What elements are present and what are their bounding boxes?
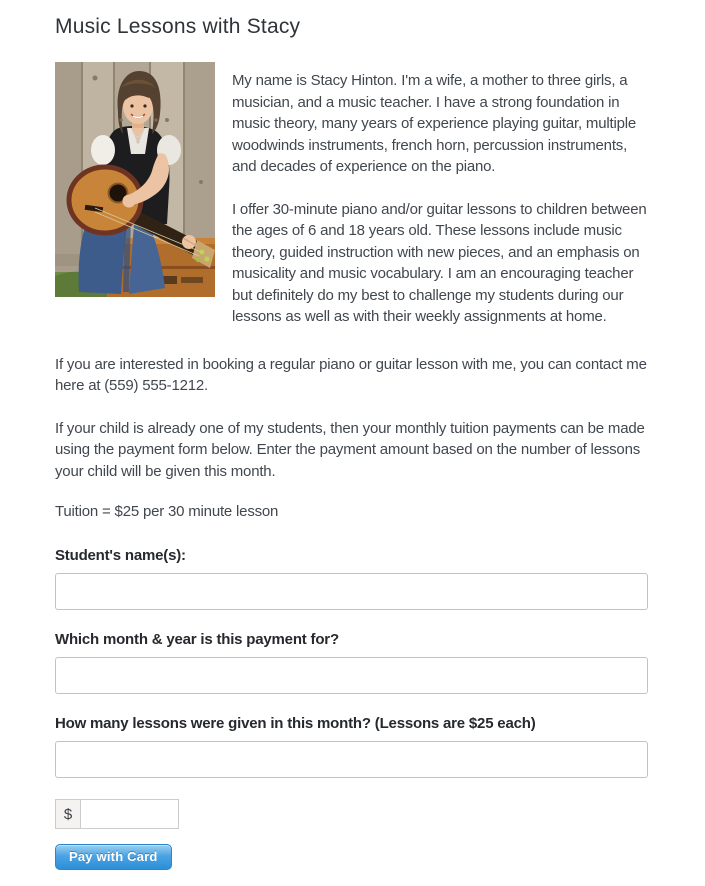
lesson-count-label: How many lessons were given in this month? (Lessons are $25 each) [55, 715, 536, 732]
stacy-photo-illustration [55, 62, 215, 297]
contact-paragraph: If you are interested in booking a regular piano or guitar lesson with me, you can contact me here at (559) 555-1212. [55, 355, 647, 394]
dollar-sign-prefix: $ [55, 799, 80, 829]
student-name-label: Student's name(s): [55, 547, 186, 564]
month-year-label: Which month & year is this payment for? [55, 631, 339, 648]
lesson-count-input[interactable] [55, 741, 648, 778]
lesson-count-field-group [55, 715, 648, 778]
student-name-input[interactable] [55, 573, 648, 610]
payment-info-paragraph: If your child is already one of my students, then your monthly tuition payments can be made using the payment form below. Enter the payment amount based on the number of lessons your child will be given this month. [55, 419, 645, 480]
pay-with-card-button[interactable]: Pay with Card [55, 844, 172, 870]
bio-text [232, 62, 648, 328]
amount-input[interactable] [80, 799, 179, 829]
month-year-field-group [55, 631, 648, 694]
hero-section [55, 62, 648, 328]
stacy-photo [55, 62, 215, 297]
student-name-field-group [55, 547, 648, 610]
tuition-line: Tuition = $25 per 30 minute lesson [55, 503, 279, 520]
bio-paragraph-1: My name is Stacy Hinton. I'm a wife, a mother to three girls, a musician, and a music teacher. I have a strong foundation in music theory, many years of experience playing guitar, multiple woodwinds instruments, french horn, percussion instruments, and decades of experience on the piano. [232, 72, 636, 175]
amount-group [55, 799, 648, 829]
bio-paragraph-2: I offer 30-minute piano and/or guitar lessons to children between the ages of 6 and 18 years old. These lessons include music theory, guided instruction with new pieces, and an emphasis on musicality and music vocabulary. I am an encouraging teacher but definitely do my best to challenge my students during our lessons as well as with their weekly assignments at home. [232, 200, 647, 325]
info-section [55, 354, 648, 521]
payment-form [55, 547, 648, 870]
page-title: Music Lessons with Stacy [55, 15, 301, 38]
month-year-input[interactable] [55, 657, 648, 694]
